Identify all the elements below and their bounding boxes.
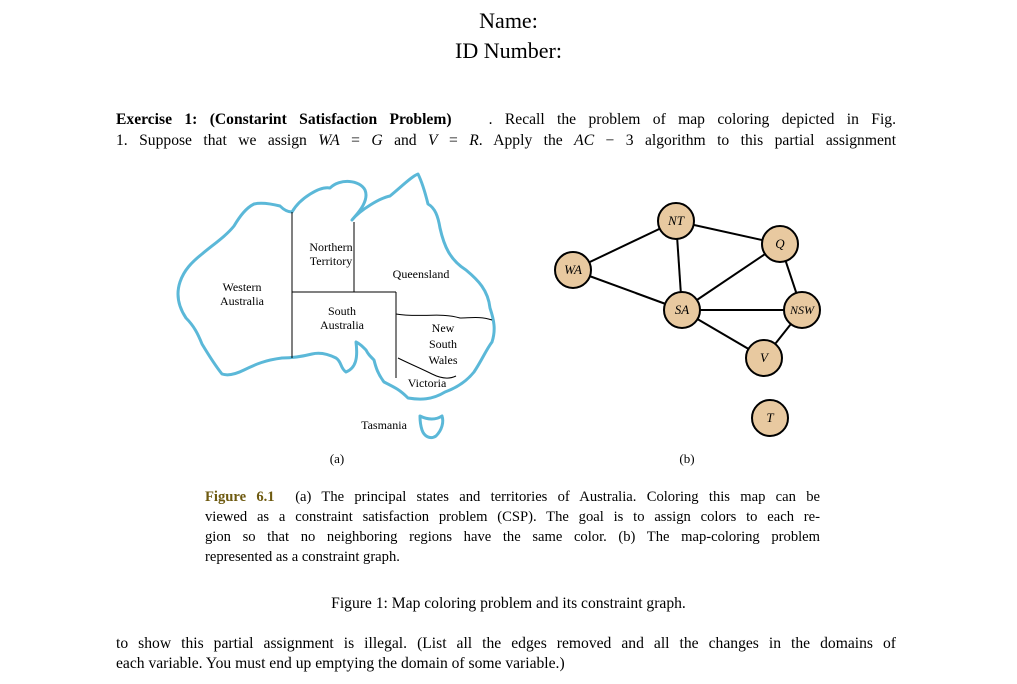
exercise-text: and (382, 132, 429, 149)
label-south-australia (310, 304, 374, 332)
label-text: South (327, 304, 356, 318)
exercise-separator: . (488, 111, 493, 128)
label-text: New (431, 321, 455, 335)
sublabel-a: (a) (329, 451, 345, 466)
label-text: Wales (428, 353, 458, 367)
label-new-south-wales (418, 320, 468, 368)
node-nt: NT (657, 202, 695, 240)
math-wa: WA (318, 132, 340, 149)
label-queensland: Queensland (392, 267, 450, 281)
label-text: Australia (320, 318, 364, 332)
math-ac: AC (574, 132, 595, 149)
label-northern-territory (300, 240, 362, 268)
exercise-line1-rest: Recall the problem of map coloring depicted in Fig. (504, 111, 896, 128)
label-western-australia (208, 280, 276, 308)
figure-1-caption: Figure 1: Map coloring problem and its constraint graph. (331, 595, 686, 612)
exercise-text: − 3 algorithm to this partial assignment (594, 132, 897, 149)
exercise-line-1 (116, 110, 896, 130)
label-text: Australia (220, 294, 264, 308)
caption-text: (a) The principal states and territories of Australia. Coloring this map can be (295, 489, 820, 505)
node-v: V (745, 339, 783, 377)
node-nsw: NSW (783, 291, 821, 329)
name-label: Name: (479, 8, 538, 33)
label-tasmania: Tasmania (361, 418, 407, 432)
label-text: Territory (309, 254, 353, 268)
exercise-text: 1. Suppose that we assign (116, 132, 319, 149)
exercise-text: . Apply the (478, 132, 575, 149)
math-g: G (371, 132, 383, 149)
id-number-label: ID Number: (455, 38, 562, 63)
label-victoria: Victoria (407, 376, 447, 390)
node-sa: SA (663, 291, 701, 329)
node-q: Q (761, 225, 799, 263)
caption-figure-label: Figure 6.1 (205, 489, 275, 505)
label-text: South (428, 337, 457, 351)
exercise-title: Exercise 1: (Constarint Satisfaction Problem) (116, 111, 452, 128)
math-eq: = (437, 132, 470, 149)
math-r: R (469, 132, 479, 149)
math-v: V (428, 132, 438, 149)
caption-line-2: viewed as a constraint satisfaction problem (CSP). The goal is to assign colors to each re- (205, 509, 820, 525)
caption-line-1 (205, 487, 820, 507)
closing-line-1: to show this partial assignment is illegal. (List all the edges removed and all the changes in the domains of (116, 635, 896, 652)
sublabel-b: (b) (679, 451, 695, 466)
tasmania-outline (420, 416, 443, 438)
node-wa: WA (554, 251, 592, 289)
node-t: T (751, 399, 789, 437)
caption-line-3: gion so that no neighboring regions have the same color. (b) The map-coloring problem (205, 529, 820, 545)
label-text: Northern (309, 240, 353, 254)
math-eq: = (339, 132, 372, 149)
label-text: Western (222, 280, 262, 294)
caption-line-4: represented as a constraint graph. (205, 549, 400, 565)
closing-line-2: each variable. You must end up emptying the domain of some variable.) (116, 655, 565, 672)
exercise-line-2 (116, 131, 896, 151)
